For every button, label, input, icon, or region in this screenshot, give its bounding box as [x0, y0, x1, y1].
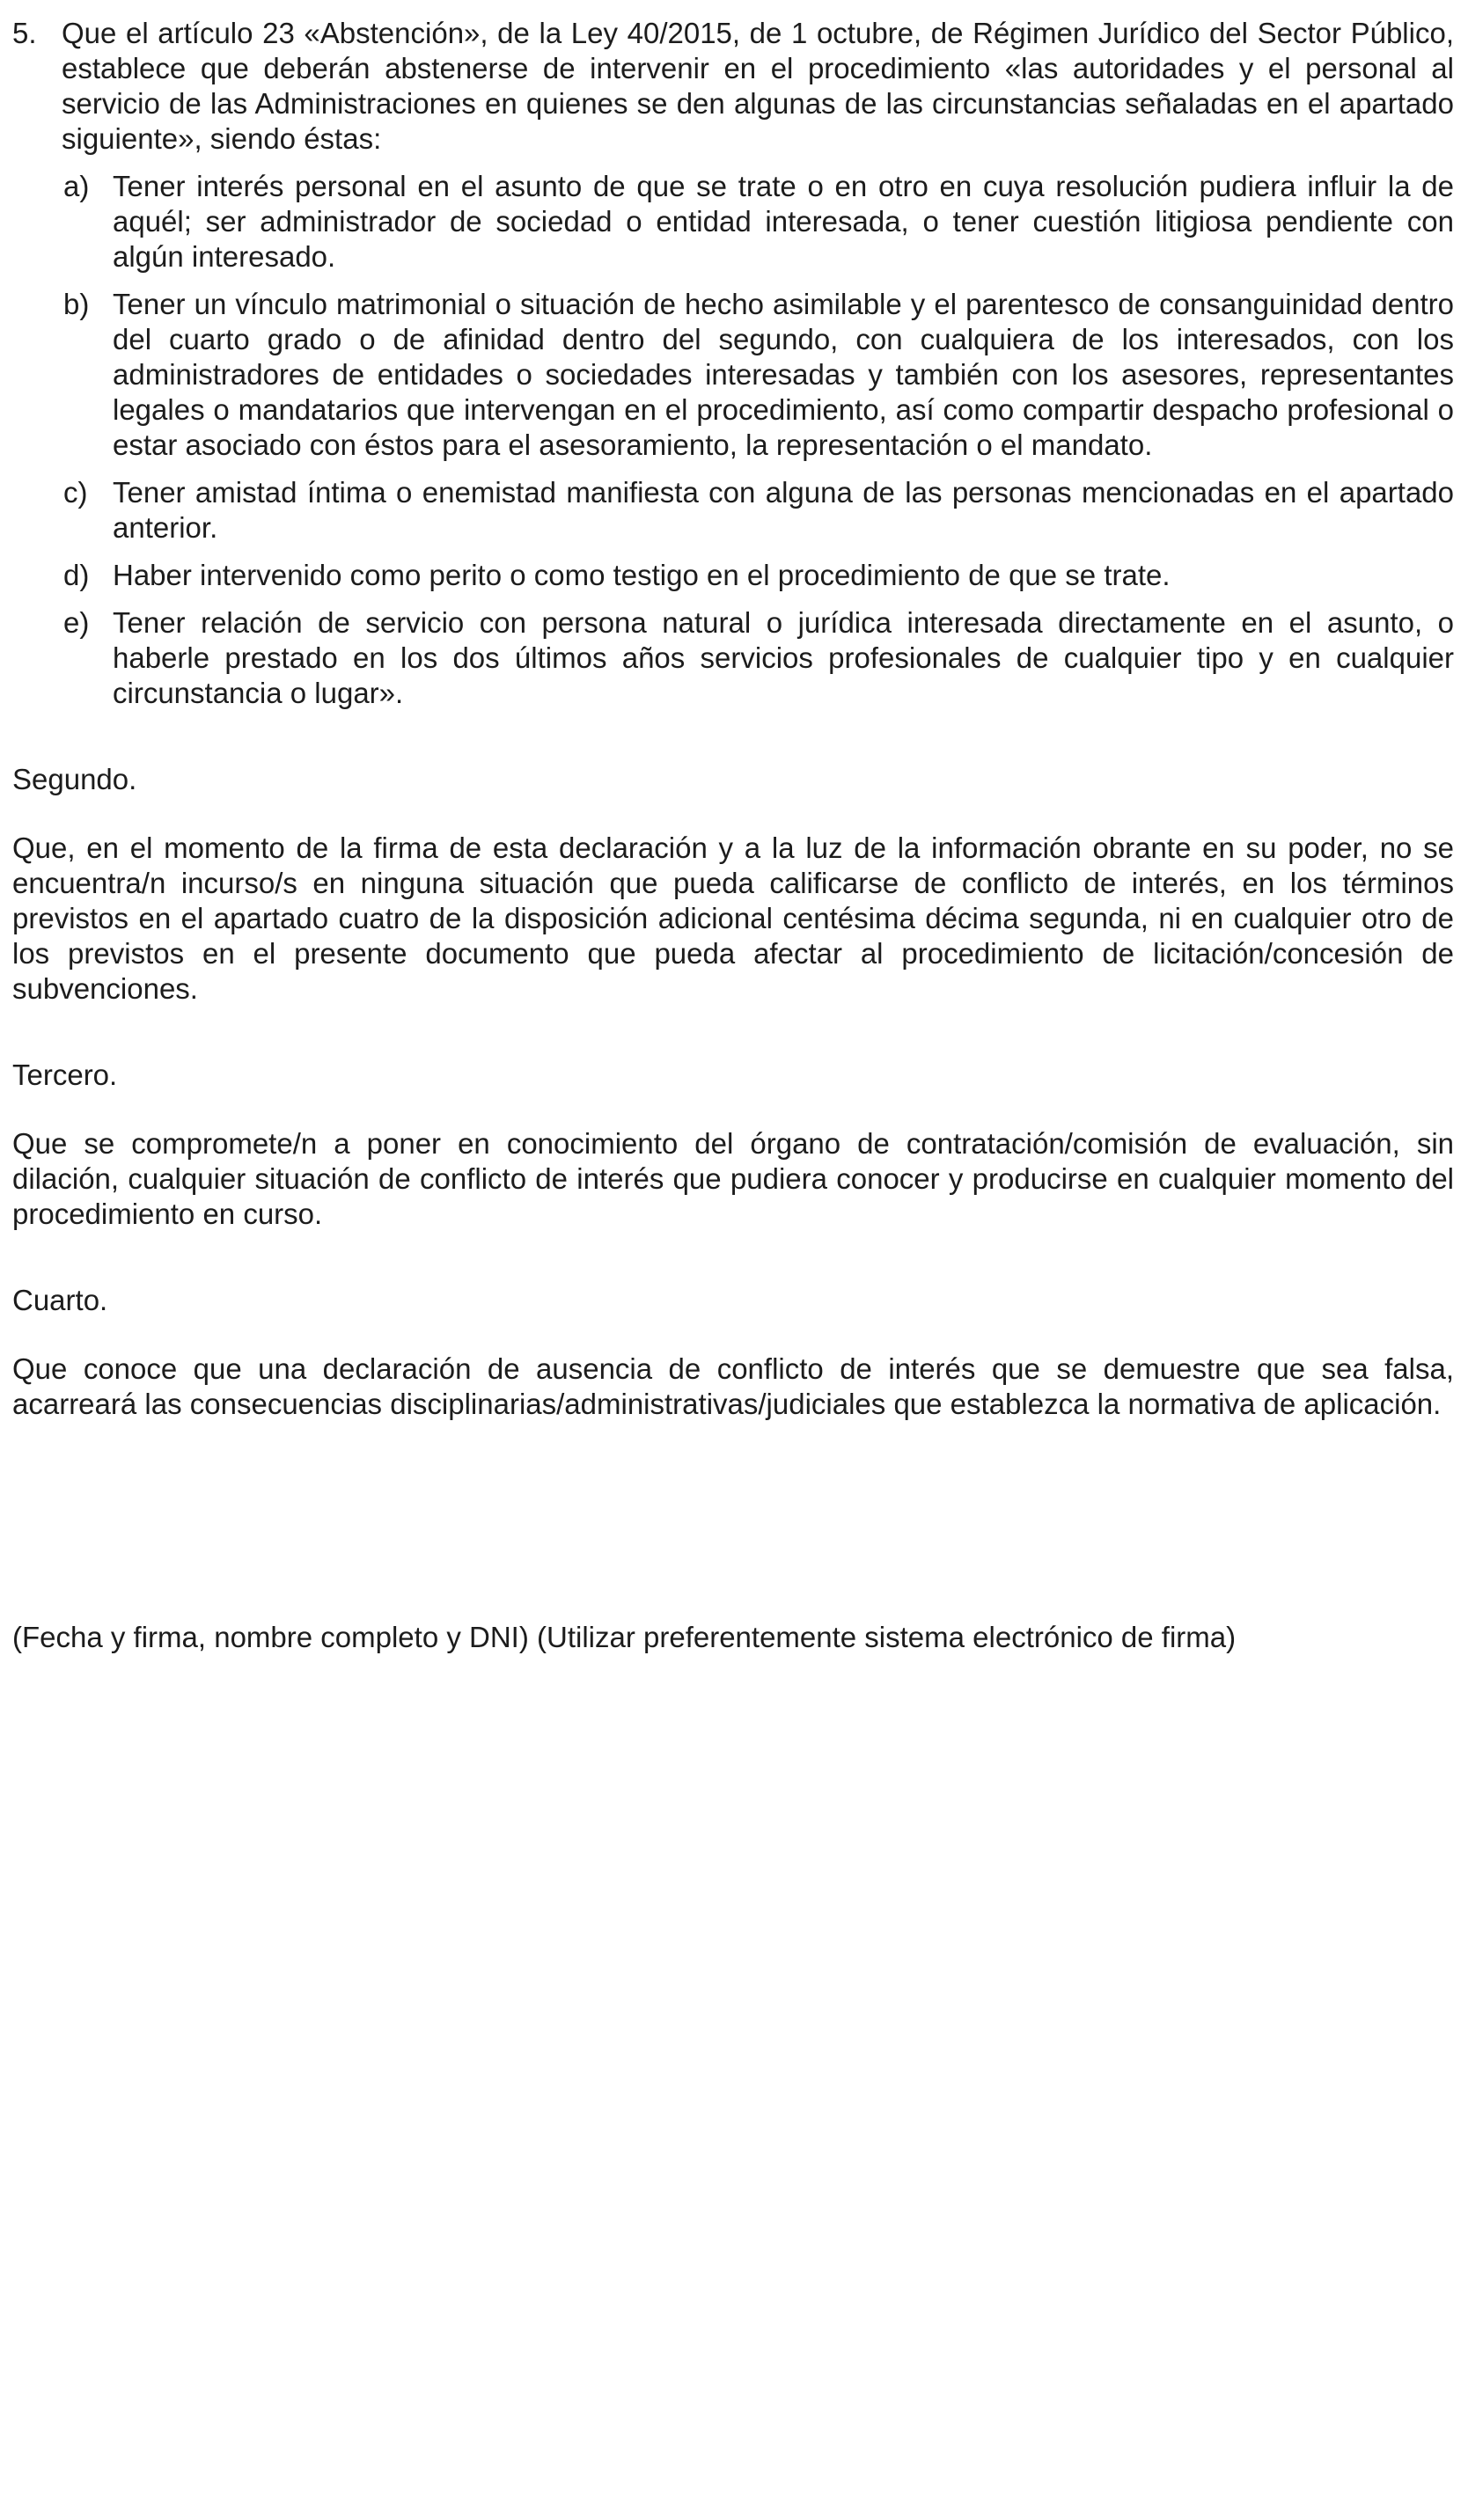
clause-5-number: 5.: [12, 17, 37, 49]
section-heading-cuarto: Cuarto.: [12, 1284, 108, 1316]
section-heading-segundo: Segundo.: [12, 763, 137, 795]
list-item-label: b): [63, 288, 90, 320]
list-item-text: Haber intervenido como perito o como testigo en el procedimiento de que se trate.: [113, 559, 1171, 591]
section-body-cuarto: Que conoce que una declaración de ausencia de conflicto de interés que se demuestre que sea falsa, acarreará las consecuencias disciplinarias/administrativas/judiciales que establezca la normativa de aplicación.: [12, 1352, 1454, 1420]
list-item-c: [63, 475, 1454, 546]
section-body-segundo: Que, en el momento de la firma de esta declaración y a la luz de la información obrante en su poder, no se encuentra/n incurso/s en ninguna situación que pueda calificarse de conflicto de interés, en los términos previstos en el apartado cuatro de la disposición adicional centésima décima segunda, ni en cualquier otro de los previstos en el presente documento que pueda afectar al procedimiento de licitación/concesión de subvenciones.: [12, 831, 1454, 1005]
list-item-text: Tener interés personal en el asunto de que se trate o en otro en cuya resolución pudiera influir la de aquél; ser administrador de sociedad o entidad interesada, o tener cuestión litigiosa pendiente con algún interesado.: [113, 170, 1454, 273]
list-item-e: [63, 605, 1454, 711]
signature-note: (Fecha y firma, nombre completo y DNI) (Utilizar preferentemente sistema electrónico de firma): [12, 1621, 1237, 1653]
list-item-a: [63, 169, 1454, 275]
section-body-tercero: Que se compromete/n a poner en conocimiento del órgano de contratación/comisión de evaluación, sin dilación, cualquier situación de conflicto de interés que pudiera conocer y producirse en cualquier momento del procedimiento en curso.: [12, 1127, 1454, 1230]
list-item-label: c): [63, 476, 88, 509]
list-item-text: Tener relación de servicio con persona natural o jurídica interesada directamente en el asunto, o haberle prestado en los dos últimos años servicios profesionales de cualquier tipo y en cualquier circunstancia o lugar».: [113, 606, 1454, 709]
clause-5: [12, 16, 1454, 157]
list-item-text: Tener un vínculo matrimonial o situación de hecho asimilable y el parentesco de consanguinidad dentro del cuarto grado o de afinidad dentro del segundo, con cualquiera de los interesados, con los administradores de entidades o sociedades interesadas y también con los asesores, representantes legales o mandatarios que intervengan en el procedimiento, así como compartir despacho profesional o estar asociado con éstos para el asesoramiento, la representación o el mandato.: [113, 288, 1454, 461]
list-item-label: a): [63, 170, 90, 202]
section-heading-tercero: Tercero.: [12, 1059, 118, 1091]
list-item-label: d): [63, 559, 90, 591]
list-item-d: [63, 558, 1454, 593]
clause-5-text: Que el artículo 23 «Abstención», de la Ley 40/2015, de 1 octubre, de Régimen Jurídico del Sector Público, establece que deberán abstenerse de intervenir en el procedimiento «las autoridades y el personal al servicio de las Administraciones en quienes se den algunas de las circunstancias señaladas en el apartado siguiente», siendo éstas:: [62, 17, 1454, 155]
list-item-label: e): [63, 606, 90, 639]
list-item-text: Tener amistad íntima o enemistad manifiesta con alguna de las personas mencionadas en el apartado anterior.: [113, 476, 1454, 544]
list-item-b: [63, 287, 1454, 463]
